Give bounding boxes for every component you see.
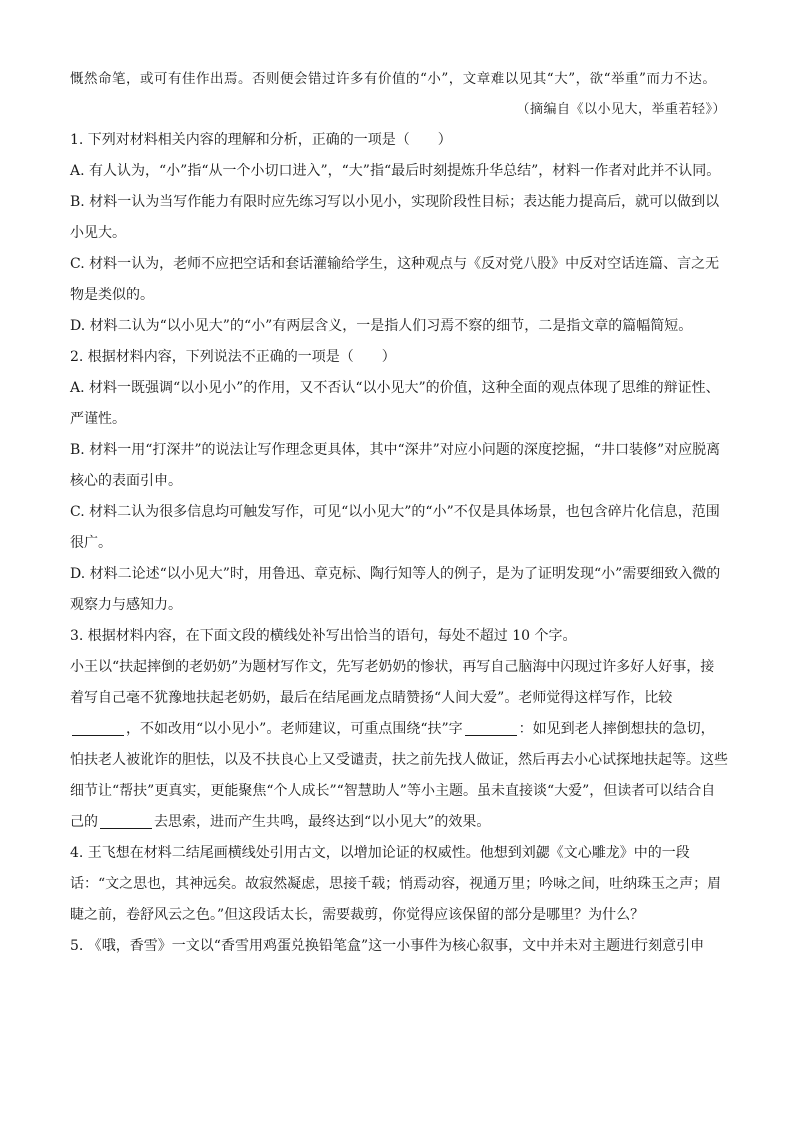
- question-1-option-c: C. 材料一认为，老师不应把空话和套话灌输给学生，这种观点与《反对党八股》中反对空话连篇、言之无物是类似的。: [70, 256, 720, 303]
- question-3: [70, 621, 728, 838]
- question-5: 5. 《哦，香雪》一文以“香雪用鸡蛋兑换铅笔盒”这一小事件为核心叙事，文中并未对主题进行刻意引申: [70, 938, 705, 954]
- question-3-passage: [70, 652, 728, 838]
- question-2-option-a: A. 材料一既强调“以小见小”的作用，又不否认“以小见大”的价值，这种全面的观点体现了思维的辩证性、严谨性。: [70, 380, 720, 427]
- question-1: [70, 125, 728, 342]
- passage-part-4: 去思索，进而产生共鸣，最终达到“以小见大”的效果。: [154, 814, 491, 830]
- question-1-option-b: B. 材料一认为当写作能力有限时应先练习写以小见小，实现阶段性目标；表达能力提高后，就可以做到以小见大。: [70, 194, 720, 241]
- question-3-stem: 3. 根据材料内容，在下面文段的横线处补写出恰当的语句，每处不超过 10 个字。: [70, 628, 577, 644]
- source-citation: （摘编自《以小见大，举重若轻》）: [516, 102, 726, 117]
- answer-blank-2[interactable]: [465, 719, 517, 736]
- question-2-stem: 2. 根据材料内容，下列说法不正确的一项是（ ）: [70, 349, 396, 365]
- intro-paragraph: 慨然命笔，或可有佳作出焉。否则便会错过许多有价值的“小”，文章难以见其“大”，欲“举重”而力不达。: [70, 71, 717, 87]
- passage-part-3: ：如见到老人摔倒想扶的急切，怕扶老人被讹诈的胆怯，以及不扶良心上又受谴责，扶之前先找人做证，然后再去小心试探地扶起等。这些细节让“帮扶”更真实，更能聚焦“个人成长”“智慧助人”等小主题。虽未直接谈“大爱”，但读者可以结合自己的: [70, 721, 728, 830]
- question-1-option-a: A. 有人认为，“小”指“从一个小切口进入”，“大”指“最后时刻提炼升华总结”，材料一作者对此并不认同。: [70, 163, 721, 179]
- answer-blank-1[interactable]: [72, 719, 124, 736]
- question-2-option-c: C. 材料二认为很多信息均可触发写作，可见“以小见大”的“小”不仅是具体场景，也包含碎片化信息，范围很广。: [70, 504, 720, 551]
- question-2-option-b: B. 材料一用“打深井”的说法让写作理念更具体，其中“深井”对应小问题的深度挖掘，“井口装修”对应脱离核心的表面引申。: [70, 442, 721, 489]
- answer-blank-3[interactable]: [100, 812, 152, 829]
- question-2: [70, 342, 728, 621]
- passage-part-1: 小王以“扶起摔倒的老奶奶”为题材写作文，先写老奶奶的惨状，再写自己脑海中闪现过许多好人好事，接着写自己毫不犹豫地扶起老奶奶，最后在结尾画龙点睛赞扬“人间大爱”。老师觉得这样写作，比较: [70, 659, 715, 706]
- question-2-option-d: D. 材料二论述“以小见大”时，用鲁迅、章克标、陶行知等人的例子，是为了证明发现“小”需要细致入微的观察力与感知力。: [70, 566, 721, 613]
- question-1-stem: 1. 下列对材料相关内容的理解和分析，正确的一项是（ ）: [70, 132, 452, 148]
- question-4: 4. 王飞想在材料二结尾画横线处引用古文，以增加论证的权威性。他想到刘勰《文心雕龙》中的一段话：“文之思也，其神远矣。故寂然凝虑，思接千载；悄焉动容，视通万里；吟咏之间，吐纳珠玉之声；眉睫之前，卷舒风云之色。”但这段话太长，需要裁剪，你觉得应该保留的部分是哪里？为什么？: [70, 845, 722, 923]
- passage-part-2: ，不如改用“以小见小”。老师建议，可重点围绕“扶”字: [126, 721, 463, 737]
- question-1-option-d: D. 材料二认为“以小见大”的“小”有两层含义，一是指人们习焉不察的细节，二是指文章的篇幅简短。: [70, 318, 693, 334]
